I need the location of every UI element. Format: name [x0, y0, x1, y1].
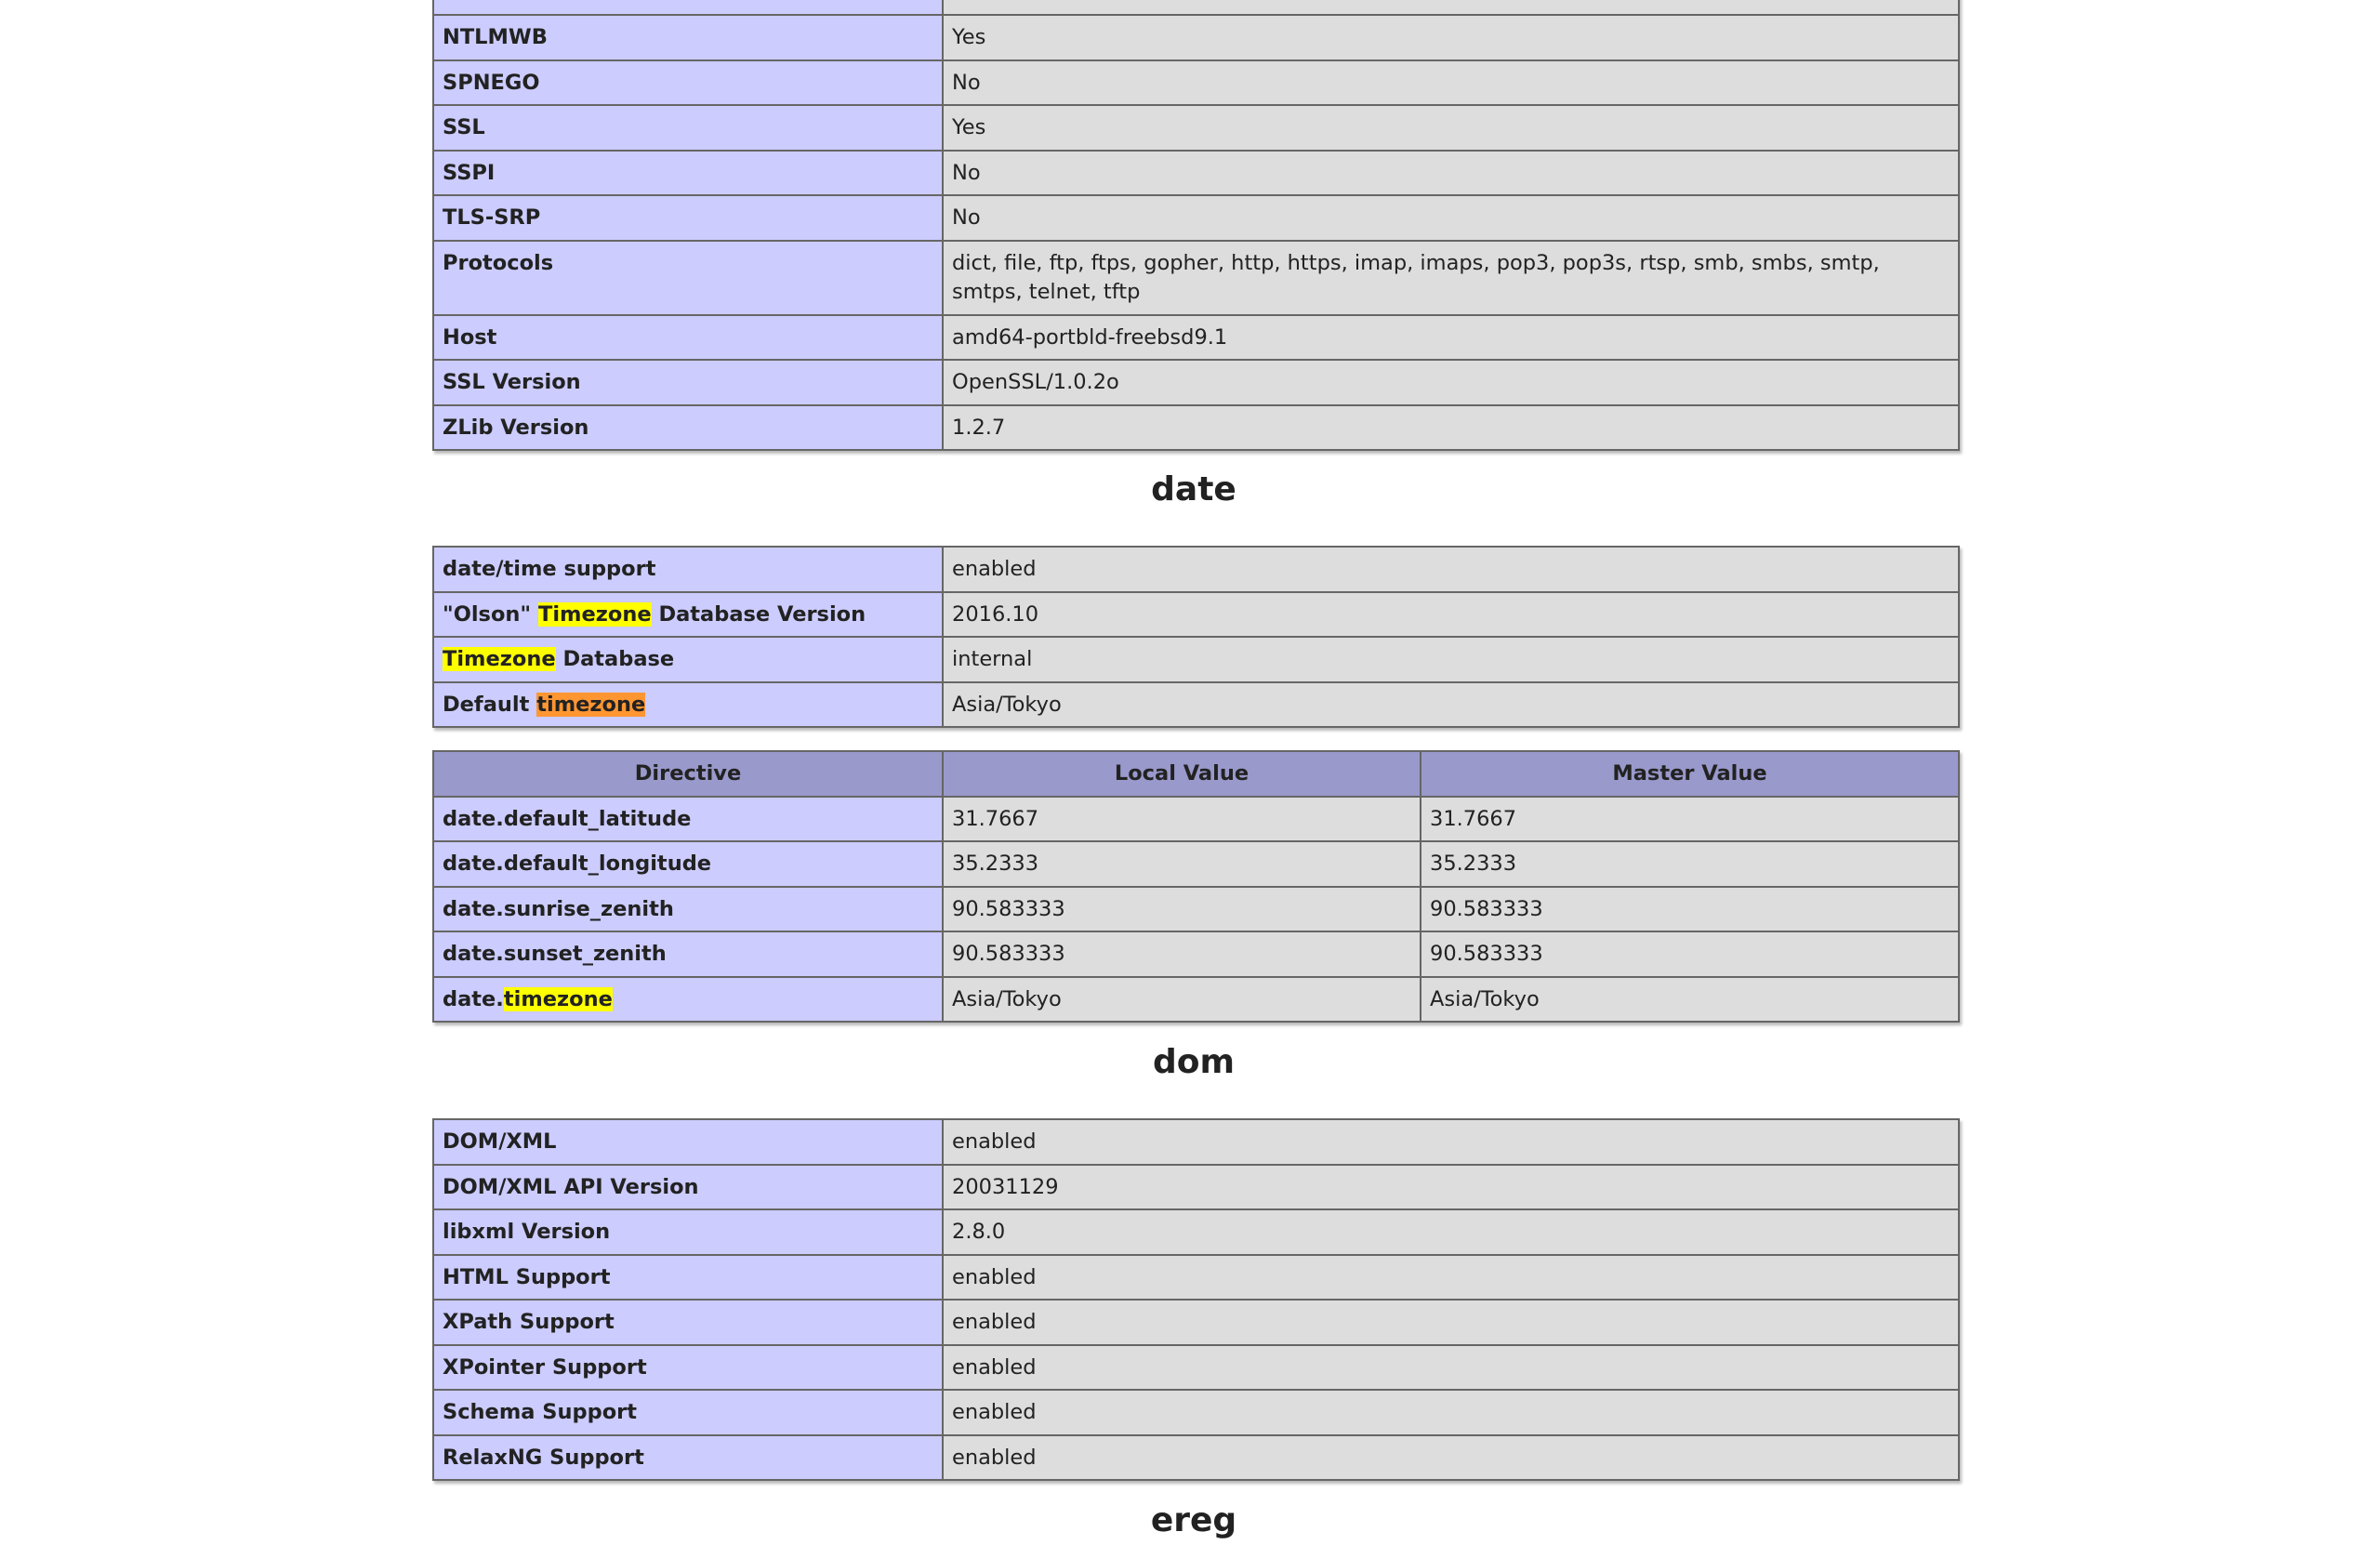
row-key: Host	[433, 315, 943, 361]
table-row	[433, 797, 1959, 842]
date-directives-table	[432, 750, 1960, 1023]
row-key: SSL	[433, 105, 943, 151]
row-value: 1.2.7	[943, 405, 1959, 451]
row-value: enabled	[943, 1345, 1959, 1391]
search-highlight: Timezone	[538, 601, 652, 627]
table-row	[433, 0, 1959, 15]
local-value: 35.2333	[943, 841, 1421, 887]
key-text: Default	[443, 692, 537, 717]
current-search-highlight: timezone	[536, 692, 646, 717]
master-value: 90.583333	[1421, 931, 1959, 977]
table-row	[433, 547, 1959, 592]
row-key-cropped	[433, 0, 943, 15]
row-value: amd64-portbld-freebsd9.1	[943, 315, 1959, 361]
table-row	[433, 977, 1959, 1023]
row-key: HTML Support	[433, 1255, 943, 1301]
search-highlight: timezone	[503, 986, 613, 1011]
row-value: OpenSSL/1.0.2o	[943, 360, 1959, 405]
row-value: Asia/Tokyo	[943, 682, 1959, 728]
row-key: SSPI	[433, 151, 943, 196]
table-row	[433, 360, 1959, 405]
table-row	[433, 887, 1959, 932]
master-value: 35.2333	[1421, 841, 1959, 887]
date-info-table	[432, 546, 1960, 728]
dom-info-table	[432, 1118, 1960, 1481]
row-key: DOM/XML	[433, 1119, 943, 1165]
row-key: SPNEGO	[433, 60, 943, 106]
row-key: XPath Support	[433, 1300, 943, 1345]
row-value: dict, file, ftp, ftps, gopher, http, https, imap, imaps, pop3, pop3s, rtsp, smb, smbs, smtp, smtps, telnet, tftp	[943, 241, 1959, 315]
row-value: Yes	[943, 105, 1959, 151]
table-row	[433, 241, 1959, 315]
table-row	[433, 1435, 1959, 1481]
row-key: XPointer Support	[433, 1345, 943, 1391]
row-key	[433, 592, 943, 638]
section-heading-dom: dom	[1152, 1043, 1235, 1081]
search-highlight: Timezone	[443, 647, 556, 671]
row-key: Schema Support	[433, 1390, 943, 1435]
directive-prefix: date.	[443, 986, 504, 1011]
local-value: 90.583333	[943, 931, 1421, 977]
table-row	[433, 1209, 1959, 1255]
section-heading-date: date	[1151, 470, 1236, 508]
row-key: libxml Version	[433, 1209, 943, 1255]
table-row	[433, 682, 1959, 728]
table-row	[433, 105, 1959, 151]
key-text: Database Version	[651, 601, 866, 627]
directive-name: date.sunrise_zenith	[433, 887, 943, 932]
row-value: enabled	[943, 1255, 1959, 1301]
row-value: 20031129	[943, 1165, 1959, 1210]
row-key: RelaxNG Support	[433, 1435, 943, 1481]
column-header-local-value: Local Value	[943, 751, 1421, 797]
table-row	[433, 841, 1959, 887]
key-text: "Olson"	[443, 601, 538, 627]
row-value: enabled	[943, 1300, 1959, 1345]
row-key: SSL Version	[433, 360, 943, 405]
directive-name	[433, 977, 943, 1023]
row-value: enabled	[943, 547, 1959, 592]
directive-name: date.sunset_zenith	[433, 931, 943, 977]
table-row	[433, 405, 1959, 451]
table-row	[433, 1390, 1959, 1435]
master-value: 90.583333	[1421, 887, 1959, 932]
table-row	[433, 60, 1959, 106]
column-header-master-value: Master Value	[1421, 751, 1959, 797]
row-key	[433, 682, 943, 728]
row-value: 2016.10	[943, 592, 1959, 638]
local-value: 31.7667	[943, 797, 1421, 842]
table-row	[433, 1119, 1959, 1165]
master-value: Asia/Tokyo	[1421, 977, 1959, 1023]
local-value: 90.583333	[943, 887, 1421, 932]
row-key: date/time support	[433, 547, 943, 592]
row-key: Protocols	[433, 241, 943, 315]
table-row	[433, 15, 1959, 60]
row-value: 2.8.0	[943, 1209, 1959, 1255]
table-row	[433, 931, 1959, 977]
row-key	[433, 637, 943, 682]
table-header-row	[433, 751, 1959, 797]
table-row	[433, 592, 1959, 638]
section-heading-ereg: ereg	[1150, 1501, 1237, 1539]
table-row	[433, 315, 1959, 361]
row-value: No	[943, 195, 1959, 241]
row-value: Yes	[943, 15, 1959, 60]
directive-name: date.default_latitude	[433, 797, 943, 842]
row-value: No	[943, 151, 1959, 196]
row-value: enabled	[943, 1390, 1959, 1435]
row-value: enabled	[943, 1119, 1959, 1165]
row-key: NTLMWB	[433, 15, 943, 60]
master-value: 31.7667	[1421, 797, 1959, 842]
row-key: ZLib Version	[433, 405, 943, 451]
row-value: enabled	[943, 1435, 1959, 1481]
column-header-directive: Directive	[433, 751, 943, 797]
table-row	[433, 637, 1959, 682]
curl-info-table	[432, 0, 1960, 451]
row-value-cropped	[943, 0, 1959, 15]
row-key: TLS-SRP	[433, 195, 943, 241]
local-value: Asia/Tokyo	[943, 977, 1421, 1023]
table-row	[433, 195, 1959, 241]
key-text: Database	[555, 647, 675, 671]
table-row	[433, 151, 1959, 196]
table-row	[433, 1345, 1959, 1391]
table-row	[433, 1255, 1959, 1301]
row-key: DOM/XML API Version	[433, 1165, 943, 1210]
row-value: internal	[943, 637, 1959, 682]
directive-name: date.default_longitude	[433, 841, 943, 887]
table-row	[433, 1165, 1959, 1210]
row-value: No	[943, 60, 1959, 106]
table-row	[433, 1300, 1959, 1345]
